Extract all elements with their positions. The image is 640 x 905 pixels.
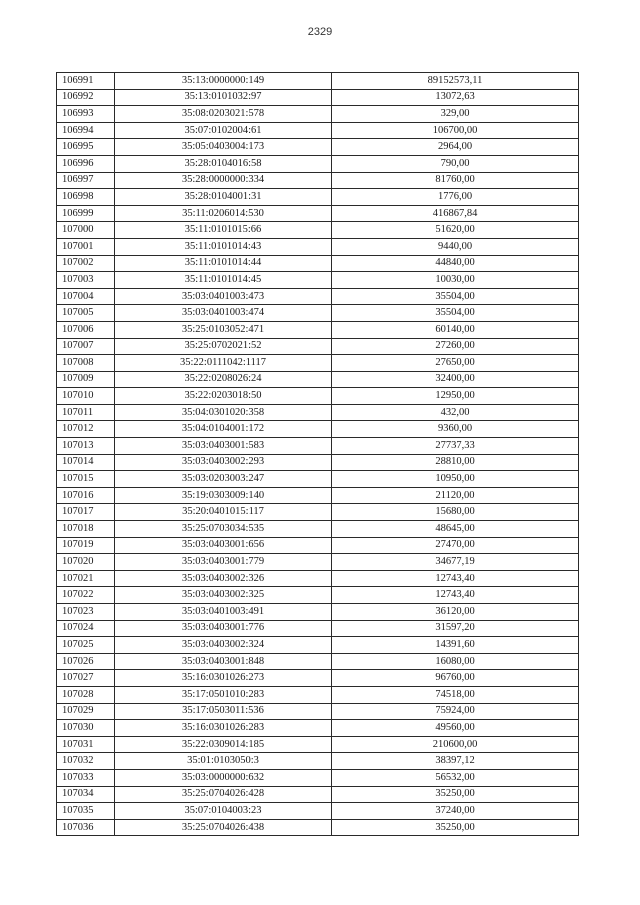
record-id-cell: 107000 [57,222,115,239]
table-row [57,122,579,139]
table-row [57,172,579,189]
value-cell: 16080,00 [332,653,579,670]
value-cell: 32400,00 [332,371,579,388]
value-cell: 416867,84 [332,205,579,222]
value-cell: 9440,00 [332,238,579,255]
cadastral-number-cell: 35:20:0401015:117 [115,504,332,521]
cadastral-number-cell: 35:25:0103052:471 [115,321,332,338]
value-cell: 96760,00 [332,670,579,687]
table-row [57,388,579,405]
cadastral-number-cell: 35:03:0403001:583 [115,438,332,455]
cadastral-number-cell: 35:11:0101014:44 [115,255,332,272]
table-row [57,570,579,587]
table-row [57,205,579,222]
record-id-cell: 107006 [57,321,115,338]
value-cell: 12950,00 [332,388,579,405]
record-id-cell: 107013 [57,438,115,455]
record-id-cell: 107001 [57,238,115,255]
value-cell: 27650,00 [332,355,579,372]
value-cell: 432,00 [332,404,579,421]
record-id-cell: 107017 [57,504,115,521]
records-table [56,72,579,836]
value-cell: 35504,00 [332,305,579,322]
cadastral-number-cell: 35:04:0104001:172 [115,421,332,438]
record-id-cell: 107032 [57,753,115,770]
value-cell: 27737,33 [332,438,579,455]
value-cell: 74518,00 [332,686,579,703]
record-id-cell: 107033 [57,769,115,786]
record-id-cell: 106994 [57,122,115,139]
record-id-cell: 107025 [57,637,115,654]
table-row [57,670,579,687]
cadastral-number-cell: 35:11:0101014:43 [115,238,332,255]
value-cell: 38397,12 [332,753,579,770]
cadastral-number-cell: 35:03:0403001:848 [115,653,332,670]
value-cell: 27470,00 [332,537,579,554]
record-id-cell: 107036 [57,819,115,836]
record-id-cell: 106996 [57,155,115,172]
cadastral-number-cell: 35:03:0203003:247 [115,471,332,488]
cadastral-number-cell: 35:22:0111042:1117 [115,355,332,372]
record-id-cell: 107023 [57,604,115,621]
table-row [57,288,579,305]
record-id-cell: 107022 [57,587,115,604]
cadastral-number-cell: 35:03:0403001:656 [115,537,332,554]
value-cell: 36120,00 [332,604,579,621]
value-cell: 75924,00 [332,703,579,720]
record-id-cell: 106999 [57,205,115,222]
table-row [57,438,579,455]
table-row [57,554,579,571]
value-cell: 48645,00 [332,521,579,538]
record-id-cell: 107020 [57,554,115,571]
record-id-cell: 107034 [57,786,115,803]
table-row [57,736,579,753]
cadastral-number-cell: 35:22:0203018:50 [115,388,332,405]
table-row [57,421,579,438]
value-cell: 28810,00 [332,454,579,471]
table-row [57,753,579,770]
value-cell: 13072,63 [332,89,579,106]
value-cell: 10030,00 [332,272,579,289]
table-row [57,504,579,521]
table-row [57,338,579,355]
value-cell: 51620,00 [332,222,579,239]
records-table-body [57,73,579,836]
table-row [57,189,579,206]
value-cell: 35250,00 [332,786,579,803]
value-cell: 34677,19 [332,554,579,571]
value-cell: 81760,00 [332,172,579,189]
table-row [57,255,579,272]
cadastral-number-cell: 35:03:0401003:473 [115,288,332,305]
value-cell: 329,00 [332,106,579,123]
cadastral-number-cell: 35:07:0102004:61 [115,122,332,139]
cadastral-number-cell: 35:13:0101032:97 [115,89,332,106]
cadastral-number-cell: 35:03:0403002:326 [115,570,332,587]
value-cell: 37240,00 [332,803,579,820]
record-id-cell: 107004 [57,288,115,305]
cadastral-number-cell: 35:03:0403002:324 [115,637,332,654]
table-row [57,404,579,421]
record-id-cell: 107031 [57,736,115,753]
value-cell: 9360,00 [332,421,579,438]
cadastral-number-cell: 35:03:0403001:776 [115,620,332,637]
value-cell: 35250,00 [332,819,579,836]
cadastral-number-cell: 35:17:0503011:536 [115,703,332,720]
record-id-cell: 107012 [57,421,115,438]
record-id-cell: 107029 [57,703,115,720]
cadastral-number-cell: 35:25:0703034:535 [115,521,332,538]
table-row [57,521,579,538]
cadastral-number-cell: 35:16:0301026:283 [115,720,332,737]
table-row [57,89,579,106]
table-row [57,106,579,123]
cadastral-number-cell: 35:22:0208026:24 [115,371,332,388]
cadastral-number-cell: 35:03:0403001:779 [115,554,332,571]
table-row [57,305,579,322]
cadastral-number-cell: 35:25:0702021:52 [115,338,332,355]
record-id-cell: 107015 [57,471,115,488]
record-id-cell: 107028 [57,686,115,703]
cadastral-number-cell: 35:19:0303009:140 [115,487,332,504]
cadastral-number-cell: 35:25:0704026:428 [115,786,332,803]
table-row [57,471,579,488]
table-row [57,686,579,703]
cadastral-number-cell: 35:03:0401003:474 [115,305,332,322]
table-row [57,355,579,372]
value-cell: 14391,60 [332,637,579,654]
table-row [57,587,579,604]
value-cell: 21120,00 [332,487,579,504]
record-id-cell: 106998 [57,189,115,206]
value-cell: 35504,00 [332,288,579,305]
table-row [57,454,579,471]
table-row [57,620,579,637]
record-id-cell: 106993 [57,106,115,123]
table-row [57,803,579,820]
table-row [57,604,579,621]
table-row [57,238,579,255]
cadastral-number-cell: 35:16:0301026:273 [115,670,332,687]
record-id-cell: 106992 [57,89,115,106]
record-id-cell: 107010 [57,388,115,405]
cadastral-number-cell: 35:11:0206014:530 [115,205,332,222]
value-cell: 106700,00 [332,122,579,139]
cadastral-number-cell: 35:05:0403004:173 [115,139,332,156]
cadastral-number-cell: 35:28:0104001:31 [115,189,332,206]
cadastral-number-cell: 35:03:0403002:325 [115,587,332,604]
value-cell: 89152573,11 [332,73,579,90]
record-id-cell: 106997 [57,172,115,189]
table-row [57,371,579,388]
cadastral-number-cell: 35:07:0104003:23 [115,803,332,820]
table-row [57,637,579,654]
record-id-cell: 107005 [57,305,115,322]
cadastral-number-cell: 35:13:0000000:149 [115,73,332,90]
cadastral-number-cell: 35:01:0103050:3 [115,753,332,770]
record-id-cell: 107018 [57,521,115,538]
cadastral-number-cell: 35:17:0501010:283 [115,686,332,703]
record-id-cell: 107016 [57,487,115,504]
record-id-cell: 107003 [57,272,115,289]
value-cell: 56532,00 [332,769,579,786]
value-cell: 60140,00 [332,321,579,338]
cadastral-number-cell: 35:03:0401003:491 [115,604,332,621]
record-id-cell: 107011 [57,404,115,421]
table-row [57,321,579,338]
cadastral-number-cell: 35:11:0101015:66 [115,222,332,239]
table-row [57,653,579,670]
record-id-cell: 107026 [57,653,115,670]
table-row [57,819,579,836]
value-cell: 49560,00 [332,720,579,737]
table-row [57,786,579,803]
record-id-cell: 106995 [57,139,115,156]
value-cell: 210600,00 [332,736,579,753]
record-id-cell: 107030 [57,720,115,737]
value-cell: 12743,40 [332,570,579,587]
cadastral-number-cell: 35:03:0403002:293 [115,454,332,471]
table-row [57,703,579,720]
value-cell: 44840,00 [332,255,579,272]
table-row [57,537,579,554]
table-row [57,487,579,504]
value-cell: 27260,00 [332,338,579,355]
page-number: 2329 [307,26,333,38]
cadastral-number-cell: 35:25:0704026:438 [115,819,332,836]
value-cell: 790,00 [332,155,579,172]
value-cell: 10950,00 [332,471,579,488]
cadastral-number-cell: 35:22:0309014:185 [115,736,332,753]
value-cell: 2964,00 [332,139,579,156]
record-id-cell: 107024 [57,620,115,637]
cadastral-number-cell: 35:03:0000000:632 [115,769,332,786]
table-row [57,155,579,172]
record-id-cell: 107035 [57,803,115,820]
table-row [57,73,579,90]
record-id-cell: 107014 [57,454,115,471]
record-id-cell: 107009 [57,371,115,388]
record-id-cell: 107008 [57,355,115,372]
record-id-cell: 107002 [57,255,115,272]
table-row [57,272,579,289]
record-id-cell: 107027 [57,670,115,687]
cadastral-number-cell: 35:08:0203021:578 [115,106,332,123]
cadastral-number-cell: 35:11:0101014:45 [115,272,332,289]
table-row [57,139,579,156]
value-cell: 31597,20 [332,620,579,637]
value-cell: 12743,40 [332,587,579,604]
record-id-cell: 106991 [57,73,115,90]
record-id-cell: 107019 [57,537,115,554]
table-row [57,720,579,737]
record-id-cell: 107007 [57,338,115,355]
table-row [57,769,579,786]
cadastral-number-cell: 35:04:0301020:358 [115,404,332,421]
cadastral-number-cell: 35:28:0104016:58 [115,155,332,172]
value-cell: 1776,00 [332,189,579,206]
table-row [57,222,579,239]
value-cell: 15680,00 [332,504,579,521]
cadastral-number-cell: 35:28:0000000:334 [115,172,332,189]
record-id-cell: 107021 [57,570,115,587]
